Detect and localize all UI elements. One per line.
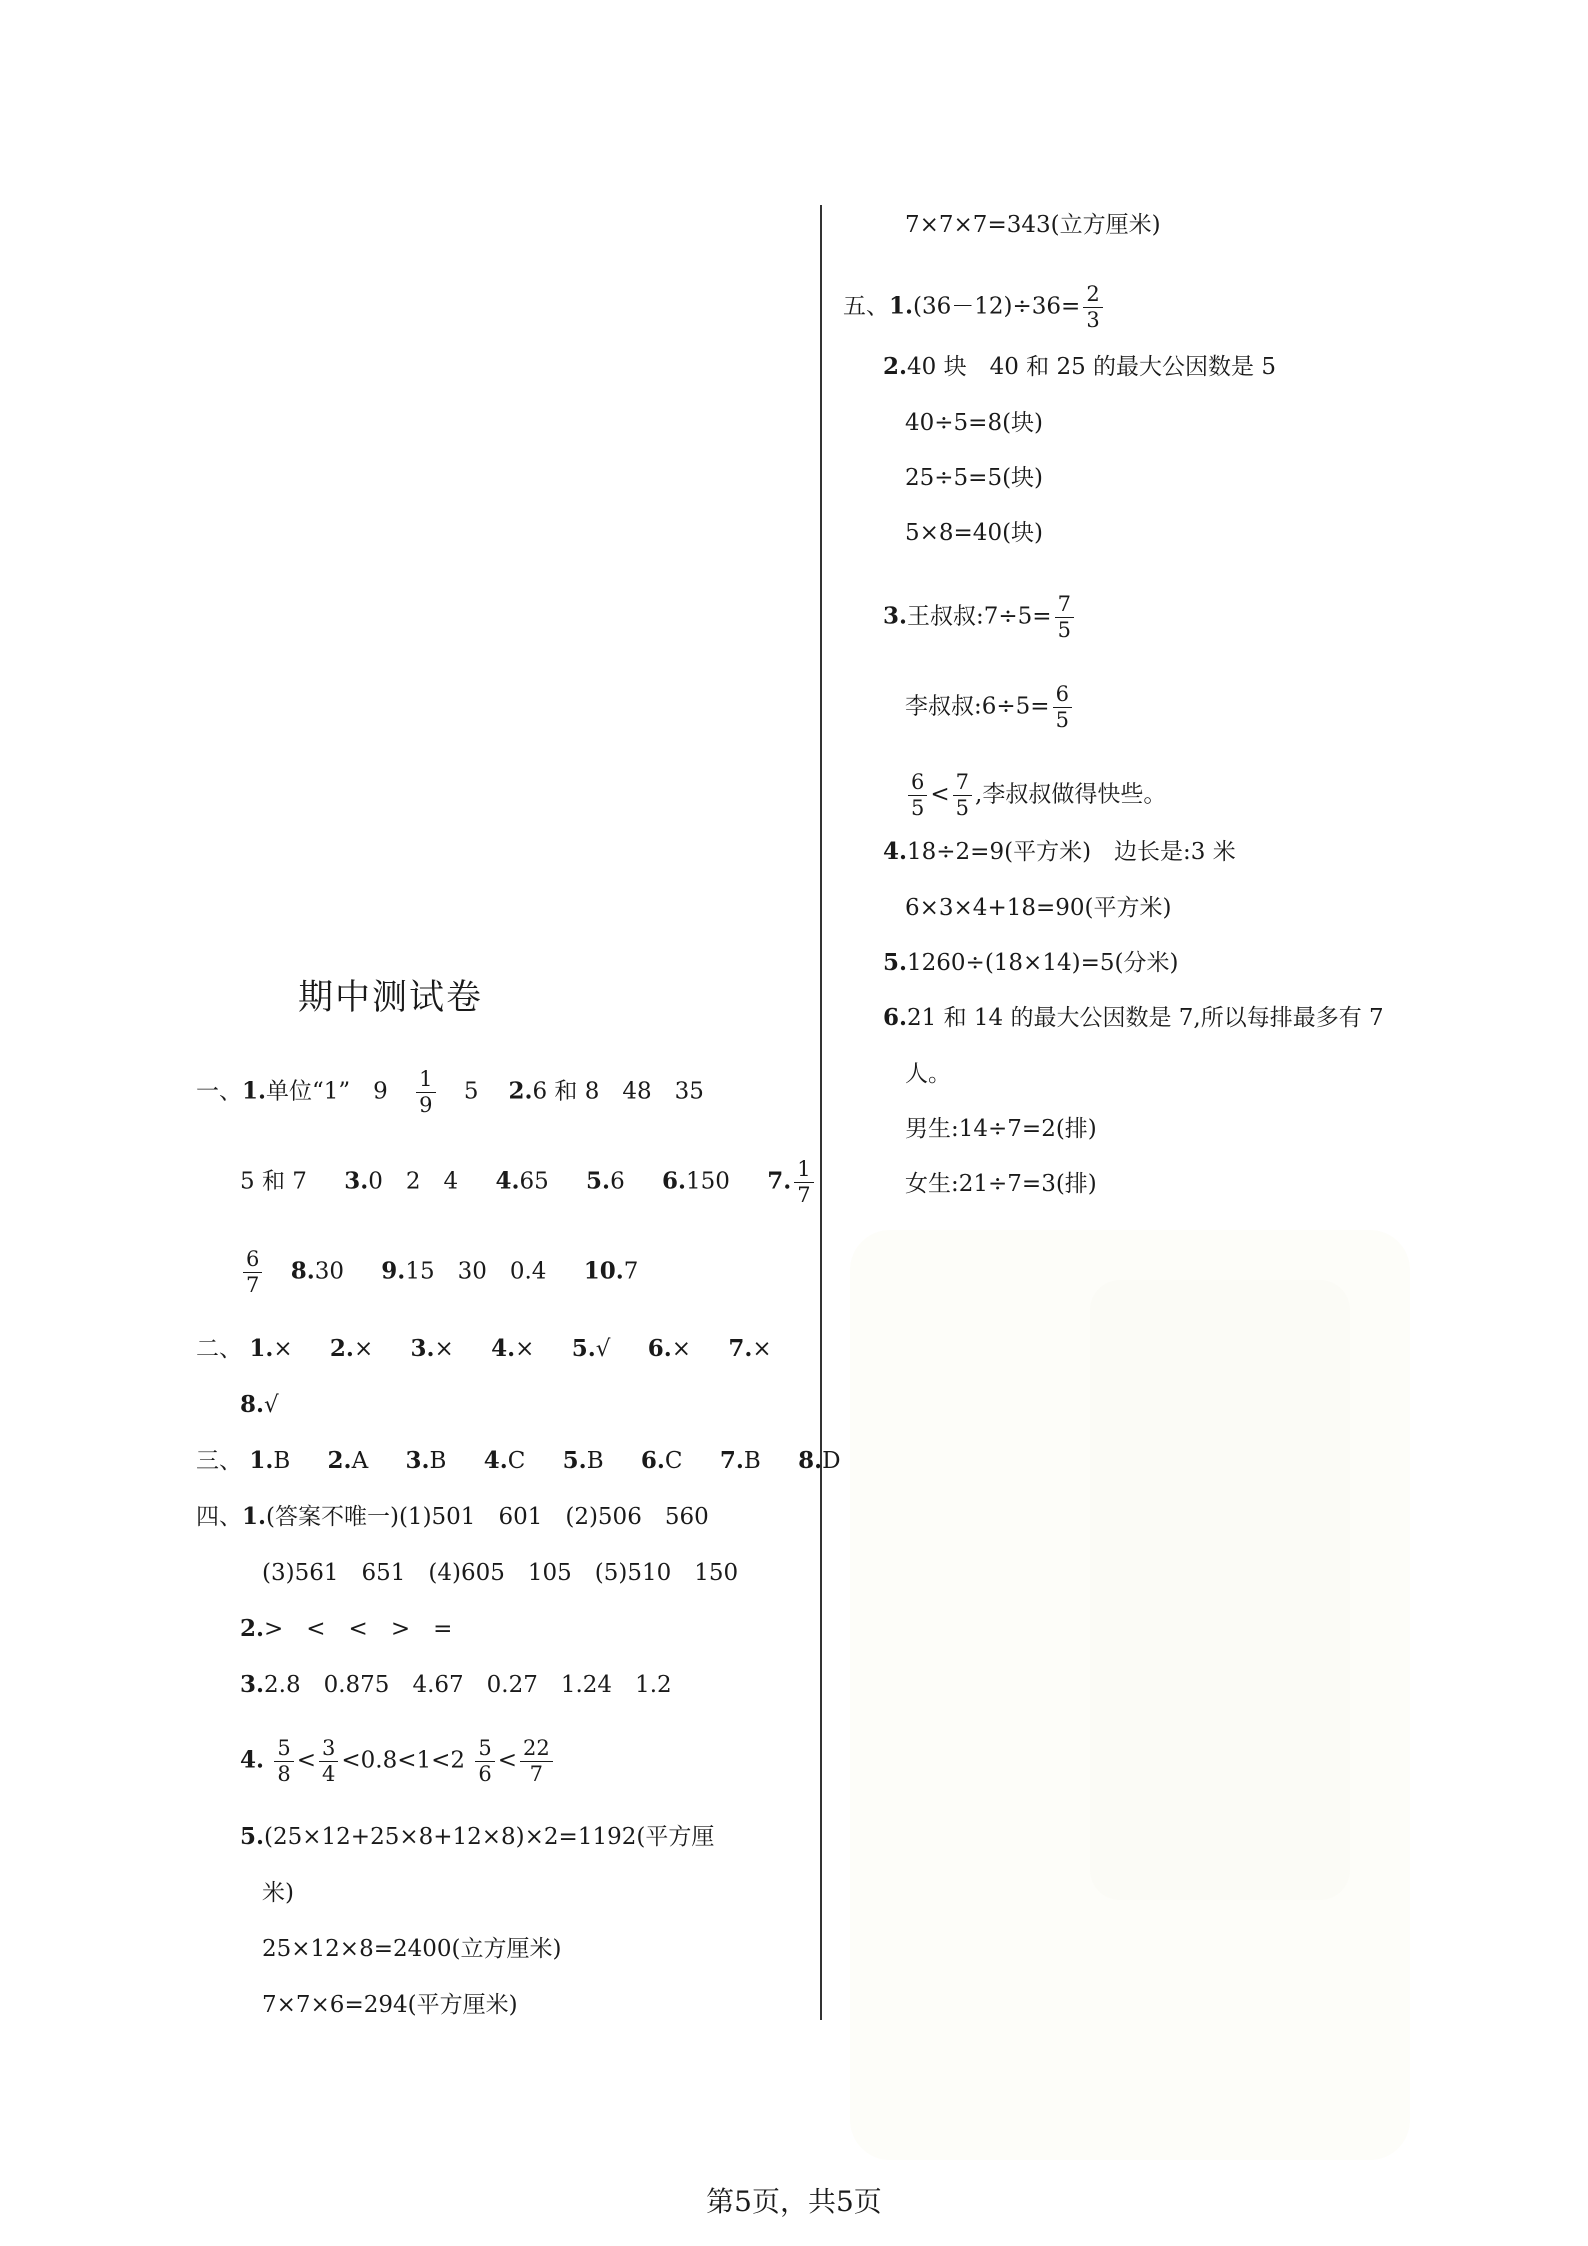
s1-lead: 一、 — [196, 1078, 242, 1105]
s1-n6: 6. — [662, 1167, 687, 1195]
s4-line-2: (3)561 651 (4)605 105 (5)510 150 — [262, 1560, 739, 1586]
fraction: $\frac{7}{5}$ — [1055, 592, 1074, 643]
page-footer: 第5页，共5页 — [706, 2185, 882, 2218]
r-line-1: 五、1.(36－12)÷36= $\frac{2}{3}$ — [843, 282, 1106, 333]
s2-line-1: 二、 1.× 2.× 3.× 4.× 5.√ 6.× 7.× — [196, 1335, 772, 1362]
fraction: $\frac{3}{4}$ — [319, 1736, 338, 1787]
fraction: $\frac{1}{9}$ — [416, 1067, 435, 1118]
s3-lead: 三、 — [196, 1448, 242, 1474]
s1-n2: 2. — [508, 1077, 533, 1105]
s1-t4: 5 和 7 — [240, 1168, 307, 1195]
r-line-3: 40÷5=8(块) — [905, 410, 1044, 436]
r-line-11: 5.1260÷(18×14)=5(分米) — [883, 949, 1179, 976]
s1-n1: 1. — [242, 1077, 267, 1105]
s1-line-1 — [196, 1067, 704, 1118]
fraction: $\frac{6}{5}$ — [908, 770, 927, 821]
s1-t11: 7 — [623, 1258, 639, 1285]
r-line-9: 4.18÷2=9(平方米) 边长是:3 米 — [883, 838, 1236, 865]
r-line-13: 人。 — [905, 1061, 951, 1087]
fraction: $\frac{6}{5}$ — [1053, 682, 1072, 733]
r-line-6: 3.王叔叔:7÷5= $\frac{7}{5}$ — [883, 592, 1077, 643]
r-line-12: 6.21 和 14 的最大公因数是 7,所以每排最多有 7 — [883, 1004, 1384, 1031]
s1-t2: 5 — [463, 1078, 479, 1105]
scan-shade-inner — [1090, 1280, 1350, 1900]
r-line-14: 男生:14÷7=2(排) — [905, 1116, 1097, 1142]
r-line-4: 25÷5=5(块) — [905, 465, 1044, 491]
r-line-0: 7×7×7=343(立方厘米) — [905, 212, 1161, 238]
fraction: $\frac{5}{6}$ — [475, 1736, 494, 1787]
s1-n10: 10. — [583, 1257, 624, 1285]
s1-t1: 单位“1” 9 — [266, 1078, 388, 1105]
r-line-15: 女生:21÷7=3(排) — [905, 1171, 1097, 1197]
s1-t7: 6 — [610, 1168, 625, 1195]
column-divider — [820, 205, 822, 2020]
s4-line-9: 7×7×6=294(平方厘米) — [262, 1992, 518, 2018]
s1-line-2 — [240, 1157, 817, 1208]
fraction: $\frac{1}{7}$ — [794, 1157, 813, 1208]
s2-line-2: 8.√ — [240, 1391, 279, 1418]
s4-line-1: 四、1.(答案不唯一)(1)501 601 (2)506 560 — [196, 1503, 709, 1530]
r-line-5: 5×8=40(块) — [905, 520, 1044, 546]
fraction: $\frac{6}{7}$ — [243, 1247, 262, 1298]
s4-line-6: 5.(25×12+25×8+12×8)×2=1192(平方厘 — [240, 1823, 715, 1850]
s4-line-4: 3.2.8 0.875 4.67 0.27 1.24 1.2 — [240, 1671, 672, 1698]
r-line-8: $\frac{6}{5}$ < $\frac{7}{5}$ ,李叔叔做得快些。 — [905, 770, 1166, 821]
s4-line-7: 米) — [262, 1880, 294, 1906]
r-line-10: 6×3×4+18=90(平方米) — [905, 895, 1172, 921]
s1-t9: 30 — [314, 1258, 344, 1285]
fraction: $\frac{5}{8}$ — [274, 1736, 293, 1787]
fraction: $\frac{22}{7}$ — [520, 1736, 553, 1787]
s4-line-8: 25×12×8=2400(立方厘米) — [262, 1936, 562, 1962]
s1-n4: 4. — [495, 1167, 520, 1195]
s1-t5: 0 2 4 — [368, 1168, 459, 1195]
s2-lead: 二、 — [196, 1336, 242, 1362]
s1-t8: 150 — [686, 1168, 730, 1195]
s1-n5: 5. — [586, 1167, 611, 1195]
r-line-2: 2.40 块 40 和 25 的最大公因数是 5 — [883, 353, 1277, 380]
s1-n8: 8. — [290, 1257, 315, 1285]
fraction: $\frac{2}{3}$ — [1083, 282, 1102, 333]
s1-n9: 9. — [381, 1257, 406, 1285]
s1-n7: 7. — [767, 1167, 792, 1195]
r-line-7: 李叔叔:6÷5= $\frac{6}{5}$ — [905, 682, 1075, 733]
section-title: 期中测试卷 — [298, 978, 484, 1018]
s1-t6: 65 — [519, 1168, 549, 1195]
s1-n3: 3. — [344, 1167, 369, 1195]
s4-line-5: 4. $\frac{5}{8}$ < $\frac{3}{4}$ <0.8<1<2 $\frac{5}{6}$ < $\frac{22}{7}$ — [240, 1736, 556, 1787]
s1-t10: 15 30 0.4 — [405, 1258, 547, 1285]
s3-line-1: 三、 1.B 2.A 3.B 4.C 5.B 6.C 7.B 8.D — [196, 1447, 841, 1474]
fraction: $\frac{7}{5}$ — [953, 770, 972, 821]
s1-t3: 6 和 8 48 35 — [532, 1078, 704, 1105]
s1-line-3 — [240, 1247, 638, 1298]
s4-line-3: 2.> < < > = — [240, 1615, 453, 1642]
